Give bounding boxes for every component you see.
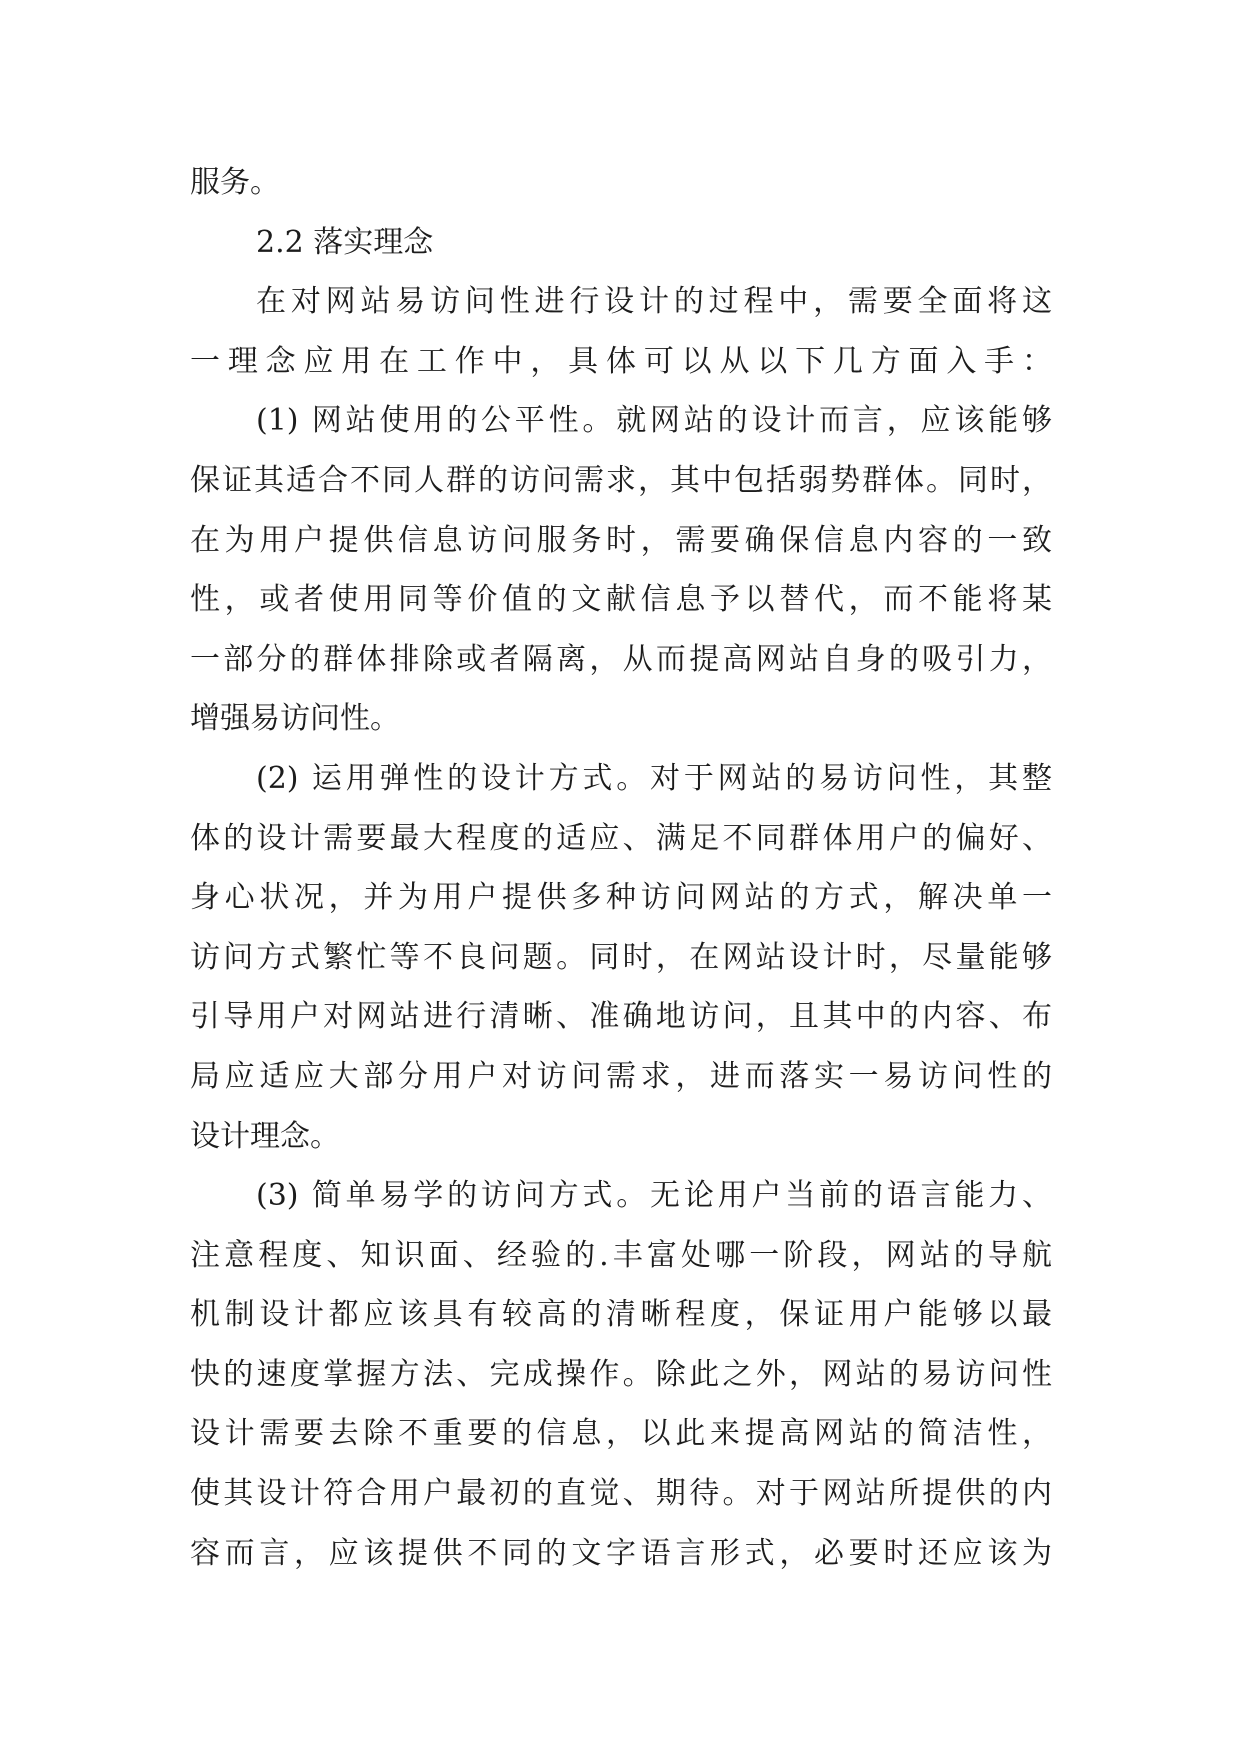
text-line: (2) 运用弹性的设计方式。对于网站的易访问性，其整 — [256, 760, 1052, 796]
text-line: 服务。 — [190, 165, 280, 200]
text-line: 机制设计都应该具有较高的清晰程度，保证用户能够以最 — [190, 1297, 1052, 1333]
text-line: 性，或者使用同等价值的文献信息予以替代，而不能将某 — [190, 582, 1052, 618]
text-line: 访问方式繁忙等不良问题。同时，在网站设计时，尽量能够 — [190, 939, 1052, 975]
text-line: 身心状况，并为用户提供多种访问网站的方式，解决单一 — [190, 880, 1052, 916]
text-line: 增强易访问性。 — [190, 701, 400, 737]
text-line: (1) 网站使用的公平性。就网站的设计而言，应该能够 — [256, 403, 1052, 439]
document-body — [190, 153, 1052, 1583]
text-line: 设计需要去除不重要的信息，以此来提高网站的简洁性， — [190, 1416, 1052, 1452]
text-line: 设计理念。 — [190, 1118, 340, 1154]
text-line: 一理念应用在工作中，具体可以从以下几方面入手： — [190, 343, 1052, 379]
text-line: 引导用户对网站进行清晰、准确地访问，且其中的内容、布 — [190, 999, 1052, 1035]
text-line: 体的设计需要最大程度的适应、满足不同群体用户的偏好、 — [190, 820, 1052, 856]
text-line: 局应适应大部分用户对访问需求，进而落实一易访问性的 — [190, 1058, 1052, 1094]
text-line: (3) 简单易学的访问方式。无论用户当前的语言能力、 — [256, 1178, 1052, 1214]
text-line: 在为用户提供信息访问服务时，需要确保信息内容的一致 — [190, 522, 1052, 558]
text-line: 使其设计符合用户最初的直觉、期待。对于网站所提供的内 — [190, 1476, 1052, 1512]
text-line: 快的速度掌握方法、完成操作。除此之外，网站的易访问性 — [190, 1356, 1052, 1392]
section-heading: 2.2 落实理念 — [256, 224, 434, 260]
text-line: 一部分的群体排除或者隔离，从而提高网站自身的吸引力， — [190, 641, 1052, 677]
text-line: 容而言，应该提供不同的文字语言形式，必要时还应该为 — [190, 1535, 1052, 1571]
text-line: 保证其适合不同人群的访问需求，其中包括弱势群体。同时， — [190, 462, 1052, 498]
text-line: 注意程度、知识面、经验的.丰富处哪一阶段，网站的导航 — [190, 1237, 1052, 1273]
text-line: 在对网站易访问性进行设计的过程中，需要全面将这 — [256, 284, 1052, 320]
